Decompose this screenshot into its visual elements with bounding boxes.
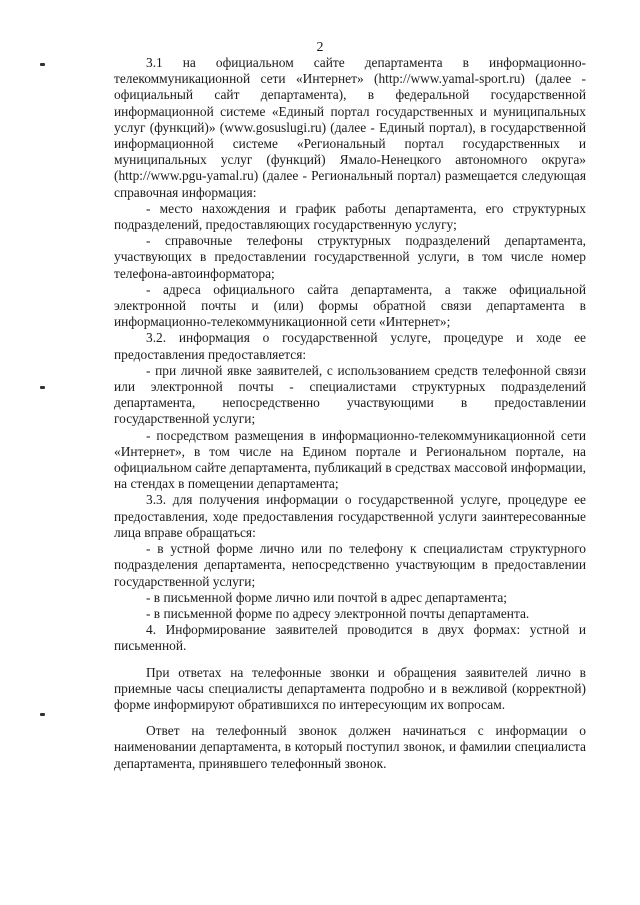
list-item: - справочные телефоны структурных подразделений департамента, участвующих в предоставлении государственной услуги, в том числе номер телефона-автоинформатора; [114,233,586,281]
list-item: - в письменной форме по адресу электронной почты департамента. [146,605,530,621]
paragraph: Ответ на телефонный звонок должен начинаться с информации о наименовании департамента, в который поступил звонок, и фамилии специалиста департамента, принявшего телефонный звонок. [114,723,586,771]
list-item: - место нахождения и график работы департамента, его структурных подразделений, предоставляющих государственную услугу; [114,200,586,233]
list-item: - в устной форме лично или по телефону к специалистам структурного подразделения департамента, непосредственно участвующим в предоставлении государственной услуги; [114,541,586,589]
paragraph-3-3: 3.3. для получения информации о государственной услуге, процедуре ее предоставления, ходе предоставления государственной услуги заинтересованные лица вправе обращаться: [114,492,586,540]
document-body [114,55,586,772]
paragraph-4: 4. Информирование заявителей проводится в двух формах: устной и письменной. [114,622,586,654]
punch-hole-mark [40,713,45,716]
punch-hole-mark [40,386,45,389]
list-item: - в письменной форме лично или почтой в адрес департамента; [146,589,508,605]
paragraph: При ответах на телефонные звонки и обращения заявителей лично в приемные часы специалисты департамента подробно и в вежливой (корректной) форме информируют обратившихся по интересующим их вопросам. [114,664,586,712]
page-number: 2 [316,40,324,55]
list-item: - адреса официального сайта департамента, а также официальной электронной почты и (или) формы обратной связи департамента в информационно-телекоммуникационной сети «Интернет»; [114,281,586,330]
list-item: - посредством размещения в информационно-телекоммуникационной сети «Интернет», в том числе на Едином портале и Региональном портале, на официальном сайте департамента, публикаций в средствах массовой информации, на стендах в помещении департамента; [114,427,586,492]
list-item: - при личной явке заявителей, с использованием средств телефонной связи или электронной почты - специалистами структурных подразделений департамента, непосредственно участвующими в предоставлении государственной услуги; [114,362,586,427]
paragraph-3-1: 3.1 на официальном сайте департамента в информационно-телекоммуникационной сети «Интернет» (http://www.yamal-sport.ru) (далее - официальный сайт департамента), в федеральной государственной информационной системе «Единый портал государственных и муниципальных услуг (функций)» (www.gosuslugi.ru) (далее - Единый портал), в государственной информационной системе «Региональный портал государственных и муниципальных услуг (функций) Ямало-Ненецкого автономного округа» (http://www.pgu-yamal.ru) (далее - Региональный портал) размещается следующая справочная информация: [114,55,586,200]
paragraph-3-2: 3.2. информация о государственной услуге, процедуре и ходе ее предоставления предоставляется: [114,330,586,362]
punch-hole-mark [40,63,45,66]
